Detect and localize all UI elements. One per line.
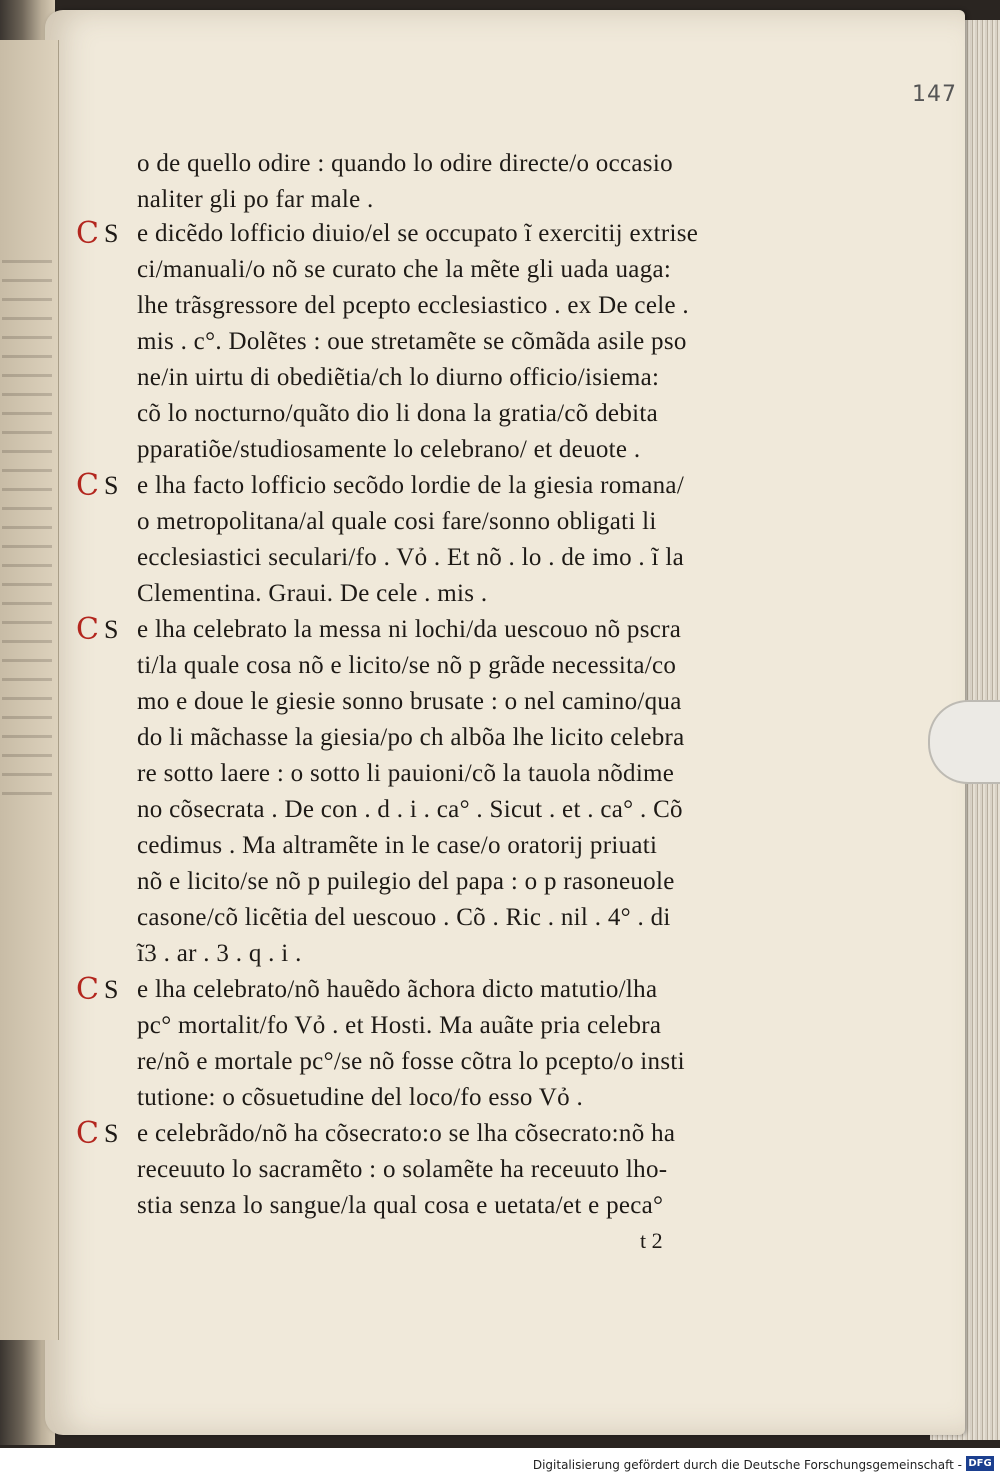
initial-capital: S xyxy=(104,975,119,1004)
paragraph-mark-icon: C xyxy=(76,612,99,647)
text-line: tutione: o cõsuetudine del loco/fo esso Vỏ . xyxy=(137,1084,583,1111)
text-line: casone/cõ licẽtia del uescouo . Cõ . Ric . nil . 4° . di xyxy=(137,904,671,931)
text-line: mo e doue le giesie sonno brusate : o nel camino/qua xyxy=(137,688,682,715)
text-line: cedimus . Ma altramẽte in le case/o oratorij priuati xyxy=(137,832,658,859)
text-line: pparatiõe/studiosamente lo celebrano/ et deuote . xyxy=(137,436,641,463)
text-line: e lha facto lofficio secõdo lordie de la giesia romana/ xyxy=(137,472,685,499)
signature-mark: t 2 xyxy=(640,1228,663,1253)
text-line: nõ e licito/se nõ p puilegio del papa : o p rasoneuole xyxy=(137,868,675,895)
paragraph-mark-icon: C xyxy=(76,216,99,251)
text-line: stia senza lo sangue/la qual cosa e uetata/et e peca° xyxy=(137,1192,664,1219)
text-line: re sotto laere : o sotto li pauioni/cõ la tauola nõdime xyxy=(137,760,675,787)
text-line: ecclesiastici seculari/fo . Vỏ . Et nõ . lo . de imo . ĩ la xyxy=(137,544,684,571)
text-line: e lha celebrato/nõ hauẽdo ãchora dicto matutio/lha xyxy=(137,976,658,1003)
paragraph-mark-icon: C xyxy=(76,1116,99,1151)
text-line: re/nõ e mortale pc°/se nõ fosse cõtra lo pcepto/o insti xyxy=(137,1048,685,1075)
text-line: lhe trãsgressore del pcepto ecclesiastico . ex De cele . xyxy=(137,292,689,319)
text-line: e dicẽdo lofficio diuio/el se occupato ĩ exercitij extrise xyxy=(137,220,699,247)
text-line: o metropolitana/al quale cosi fare/sonno obligati li xyxy=(137,508,657,535)
page-clip xyxy=(928,700,1000,784)
folio-number: 147 xyxy=(912,82,957,107)
text-line: receuuto lo sacramẽto : o solamẽte ha receuuto lho- xyxy=(137,1156,668,1183)
text-line: no cõsecrata . De con . d . i . ca° . Sicut . et . ca° . Cõ xyxy=(137,796,683,823)
dfg-logo-icon: DFG xyxy=(966,1456,994,1471)
text-line: cõ lo nocturno/quãto dio li dona la gratia/cõ debita xyxy=(137,400,659,427)
initial-capital: S xyxy=(104,471,119,500)
paragraph-mark-icon: C xyxy=(76,972,99,1007)
text-line: e celebrãdo/nõ ha cõsecrato:o se lha cõsecrato:nõ ha xyxy=(137,1120,676,1147)
text-line: ne/in uirtu di obediẽtia/ch lo diurno officio/isiema: xyxy=(137,364,660,391)
text-line: mis . c°. Dolẽtes : oue stretamẽte se cõmãda asile pso xyxy=(137,328,687,355)
text-line: naliter gli po far male . xyxy=(137,186,374,213)
initial-capital: S xyxy=(104,219,119,248)
text-line: pc° mortalit/fo Vỏ . et Hosti. Ma auãte pria celebra xyxy=(137,1012,662,1039)
footer-credit: Digitalisierung gefördert durch die Deutsche Forschungsgemeinschaft - xyxy=(532,1458,962,1472)
paragraph-mark-icon: C xyxy=(76,468,99,503)
text-line: Clementina. Graui. De cele . mis . xyxy=(137,580,488,607)
footer-bar xyxy=(0,1448,1000,1479)
text-line: ĩ3 . ar . 3 . q . i . xyxy=(137,940,302,967)
text-line: do li mãchasse la giesia/po ch albõa lhe licito celebra xyxy=(137,724,685,751)
text-line: o de quello odire : quando lo odire directe/o occasio xyxy=(137,150,673,177)
text-line: ci/manuali/o nõ se curato che la mẽte gli uada uaga: xyxy=(137,256,672,283)
initial-capital: S xyxy=(104,615,119,644)
initial-capital: S xyxy=(104,1119,119,1148)
text-line: ti/la quale cosa nõ e licito/se nõ p grãde necessita/co xyxy=(137,652,677,679)
facing-page-strip xyxy=(0,40,59,1340)
text-line: e lha celebrato la messa ni lochi/da uescouo nõ pscra xyxy=(137,616,682,643)
